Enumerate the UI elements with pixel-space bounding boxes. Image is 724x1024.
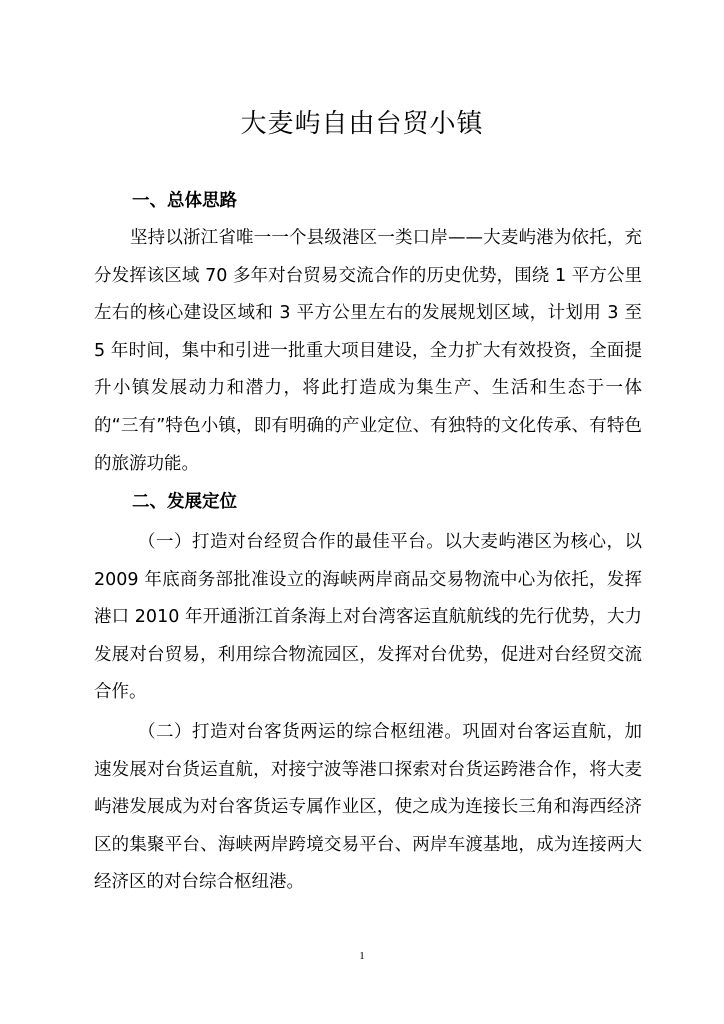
document-title: 大麦屿自由台贸小镇 <box>240 109 484 139</box>
paragraph-transport-hub: （二）打造对台客货两运的综合枢纽港。巩固对台客运直航，加速发展对台货运直航，对接宁波等港口探索对台货运跨港合作，将大麦屿港发展成为对台客货运专属作业区，使之成为连接长三角和海西经济区的集聚平台、海峡两岸跨境交易平台、两岸车渡基地，成为连接两大经济区的对台综合枢纽港。 <box>94 722 642 893</box>
section-heading-overall-approach: 一、总体思路 <box>132 191 237 211</box>
paragraph-trade-platform: （一）打造对台经贸合作的最佳平台。以大麦屿港区为核心，以 2009 年底商务部批准设立的海峡两岸商品交易物流中心为依托，发挥港口 2010 年开通浙江首条海上对台湾客运直航航线的先行优势，大力发展对台贸易，利用综合物流园区，发挥对台优势，促进对台经贸交流合作。 <box>94 532 642 703</box>
page-number: 1 <box>359 950 365 962</box>
paragraph-overall-approach: 坚持以浙江省唯一一个县级港区一类口岸——大麦屿港为依托，充分发挥该区域 70 多年对台贸易交流合作的历史优势，围绕 1 平方公里左右的核心建设区域和 3 平方公里左右的发展规划区域，计划用 3 至 5 年时间，集中和引进一批重大项目建设，全力扩大有效投资，全面提升小镇发展动力和潜力，将此打造成为集生产、生活和生态于一体的“三有”特色小镇，即有明确的产业定位、有独特的文化传承、有特色的旅游功能。 <box>94 228 642 474</box>
section-heading-development-positioning: 二、发展定位 <box>132 492 237 512</box>
